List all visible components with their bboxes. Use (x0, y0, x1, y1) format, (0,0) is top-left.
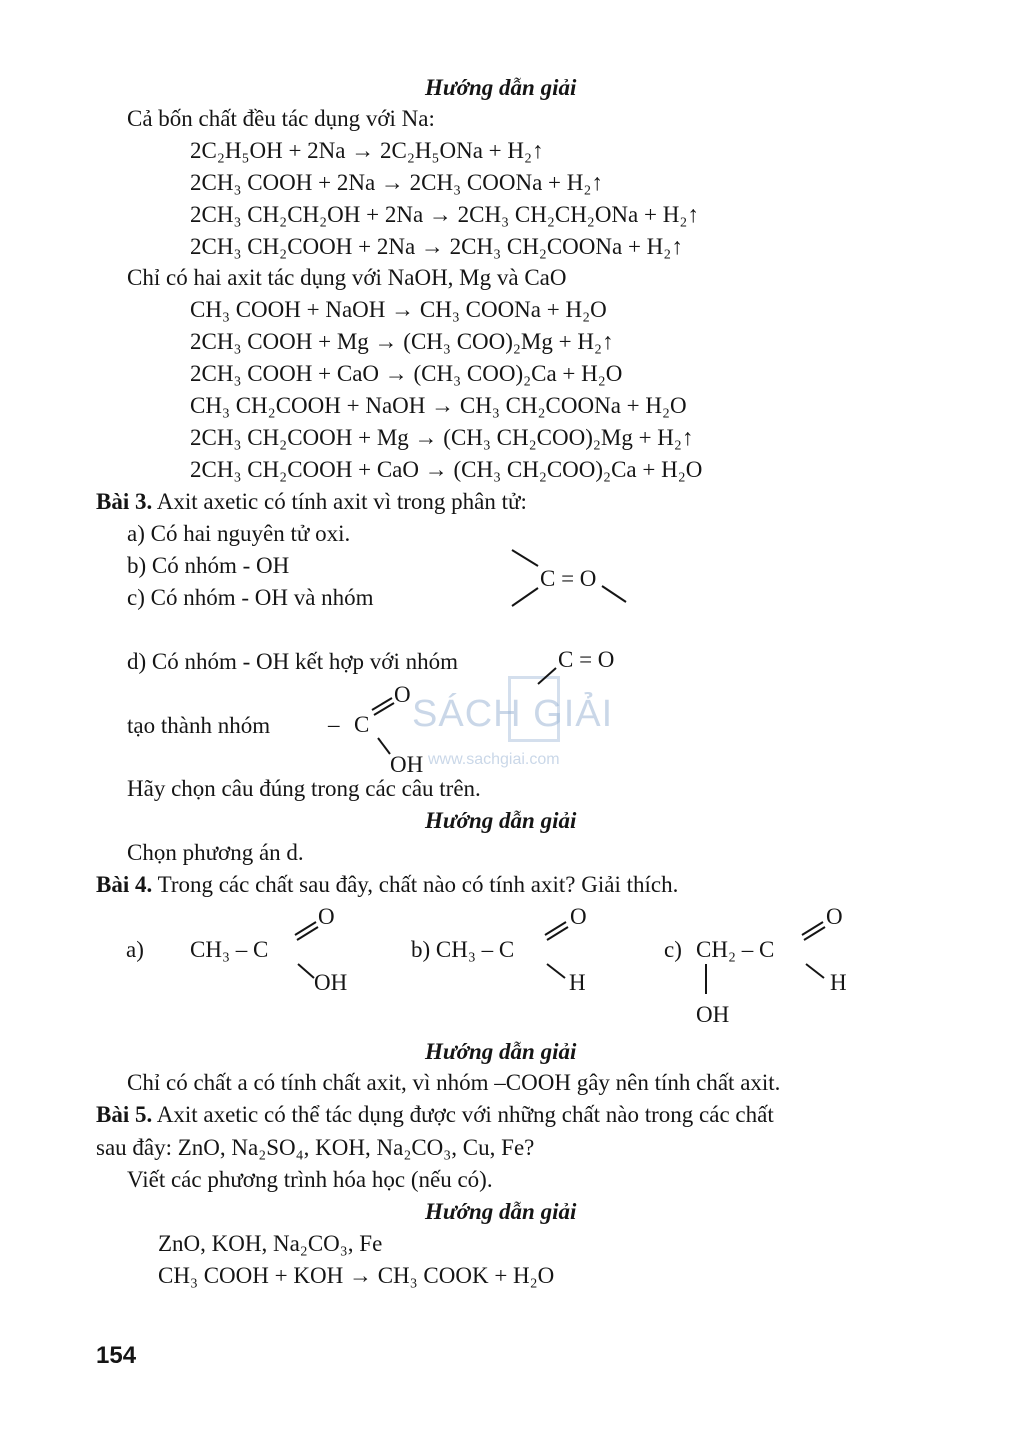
carboxyl-hydroxyl: OH (390, 752, 424, 777)
reaction-line: CH₃ CH₂COOH + NaOH → CH₃ CH₂COONa + H₂O (190, 393, 687, 418)
carboxyl-oxygen: O (394, 682, 411, 707)
exercise-5-text: Axit axetic có thể tác dụng được với những chất nào trong các chất (156, 1102, 774, 1127)
bond-dash: – (328, 712, 340, 737)
exercise-3-question (96, 490, 527, 513)
solution-intro: Cả bốn chất đều tác dụng với Na: (127, 106, 435, 131)
structure-a-oxygen: O (318, 904, 335, 929)
reaction-line: 2CH₃ CH₂COOH + CaO → (CH₃ CH₂COO)₂Ca + H₂O (190, 457, 703, 482)
structure-b (405, 898, 605, 1003)
reaction-line: 2CH₃ COOH + CaO → (CH₃ COO)₂Ca + H₂O (190, 361, 623, 386)
exercise-4-label: Bài 4. (96, 872, 153, 897)
exercise-4-text: Trong các chất sau đây, chất nào có tính axit? Giải thích. (157, 872, 679, 897)
exercise-4-answer: Chỉ có chất a có tính chất axit, vì nhóm –COOH gây nên tính chất axit. (127, 1070, 781, 1095)
structure-a-formula: CH₃ – C (190, 937, 269, 962)
reaction-line: 2CH₃ CH₂COOH + 2Na → 2CH₃ CH₂COONa + H₂↑ (190, 234, 683, 259)
exercise-3-choose: Hãy chọn câu đúng trong các câu trên. (127, 776, 481, 801)
exercise-3-answer: Chọn phương án d. (127, 840, 304, 865)
exercise-3-option-b: b) Có nhóm - OH (127, 553, 290, 578)
reaction-line: 2CH₃ COOH + 2Na → 2CH₃ COONa + H₂↑ (190, 170, 603, 195)
watermark-url: www.sachgiai.com (428, 751, 560, 768)
exercise-5-answer-list: ZnO, KOH, Na₂CO₃, Fe (158, 1231, 383, 1256)
exercise-3-option-a: a) Có hai nguyên tử oxi. (127, 521, 351, 546)
reaction-line: 2CH₃ COOH + Mg → (CH₃ COO)₂Mg + H₂↑ (190, 329, 614, 354)
reaction-line: 2C₂H₅OH + 2Na → 2C₂H₅ONa + H₂↑ (190, 138, 544, 163)
structure-c-hydroxyl: OH (696, 1002, 730, 1027)
exercise-3-text: Axit axetic có tính axit vì trong phân tử: (156, 489, 527, 514)
carbonyl-text: C = O (540, 566, 597, 591)
structure-c-hydrogen: H (830, 970, 847, 995)
reaction-line: 2CH₃ CH₂COOH + Mg → (CH₃ CH₂COO)₂Mg + H₂↑ (190, 425, 694, 450)
exercise-3-solution-heading: Hướng dẫn giải (425, 808, 577, 833)
structure-c (660, 898, 870, 1033)
structure-a (120, 898, 370, 1003)
exercise-5-instruction: Viết các phương trình hóa học (nếu có). (127, 1167, 493, 1192)
exercise-3-option-d: d) Có nhóm - OH kết hợp với nhóm (127, 649, 458, 674)
structure-b-oxygen: O (570, 904, 587, 929)
exercise-5-label: Bài 5. (96, 1102, 153, 1127)
exercise-5-question-cont: sau đây: ZnO, Na₂SO₄, KOH, Na₂CO₃, Cu, Fe? (96, 1135, 535, 1160)
structure-a-label: a) (126, 937, 144, 962)
structure-b-hydrogen: H (569, 970, 586, 995)
page-number: 154 (96, 1342, 137, 1369)
exercise-5-solution-heading: Hướng dẫn giải (425, 1199, 577, 1224)
structure-b-formula: b) CH₃ – C (411, 937, 515, 962)
structure-c-label: c) (664, 937, 682, 962)
solution-heading: Hướng dẫn giải (425, 75, 577, 100)
carbonyl-structure-d (530, 640, 640, 700)
carbonyl-structure-c (500, 540, 640, 620)
carboxyl-carbon: C (354, 712, 370, 737)
reaction-line: CH₃ COOH + NaOH → CH₃ COONa + H₂O (190, 297, 607, 322)
exercise-4-question (96, 873, 678, 896)
structure-c-oxygen: O (826, 904, 843, 929)
watermark-brand: SÁCH GIẢI (412, 693, 614, 735)
exercise-3-option-c: c) Có nhóm - OH và nhóm (127, 585, 374, 610)
reaction-line: 2CH₃ CH₂CH₂OH + 2Na → 2CH₃ CH₂CH₂ONa + H₂↑ (190, 202, 699, 227)
structure-a-hydroxyl: OH (314, 970, 348, 995)
exercise-3-label: Bài 3. (96, 489, 153, 514)
exercise-4-solution-heading: Hướng dẫn giải (425, 1039, 577, 1064)
exercise-5-reaction: CH₃ COOH + KOH → CH₃ COOK + H₂O (158, 1263, 555, 1288)
solution-intro-acids: Chỉ có hai axit tác dụng với NaOH, Mg và CaO (127, 265, 567, 290)
carbonyl-text: C = O (558, 647, 615, 672)
structure-c-formula: CH₂ – C (696, 937, 775, 962)
carboxyl-structure (320, 680, 440, 780)
exercise-3-option-d-cont: tạo thành nhóm (127, 713, 271, 738)
exercise-5-question (96, 1103, 774, 1126)
